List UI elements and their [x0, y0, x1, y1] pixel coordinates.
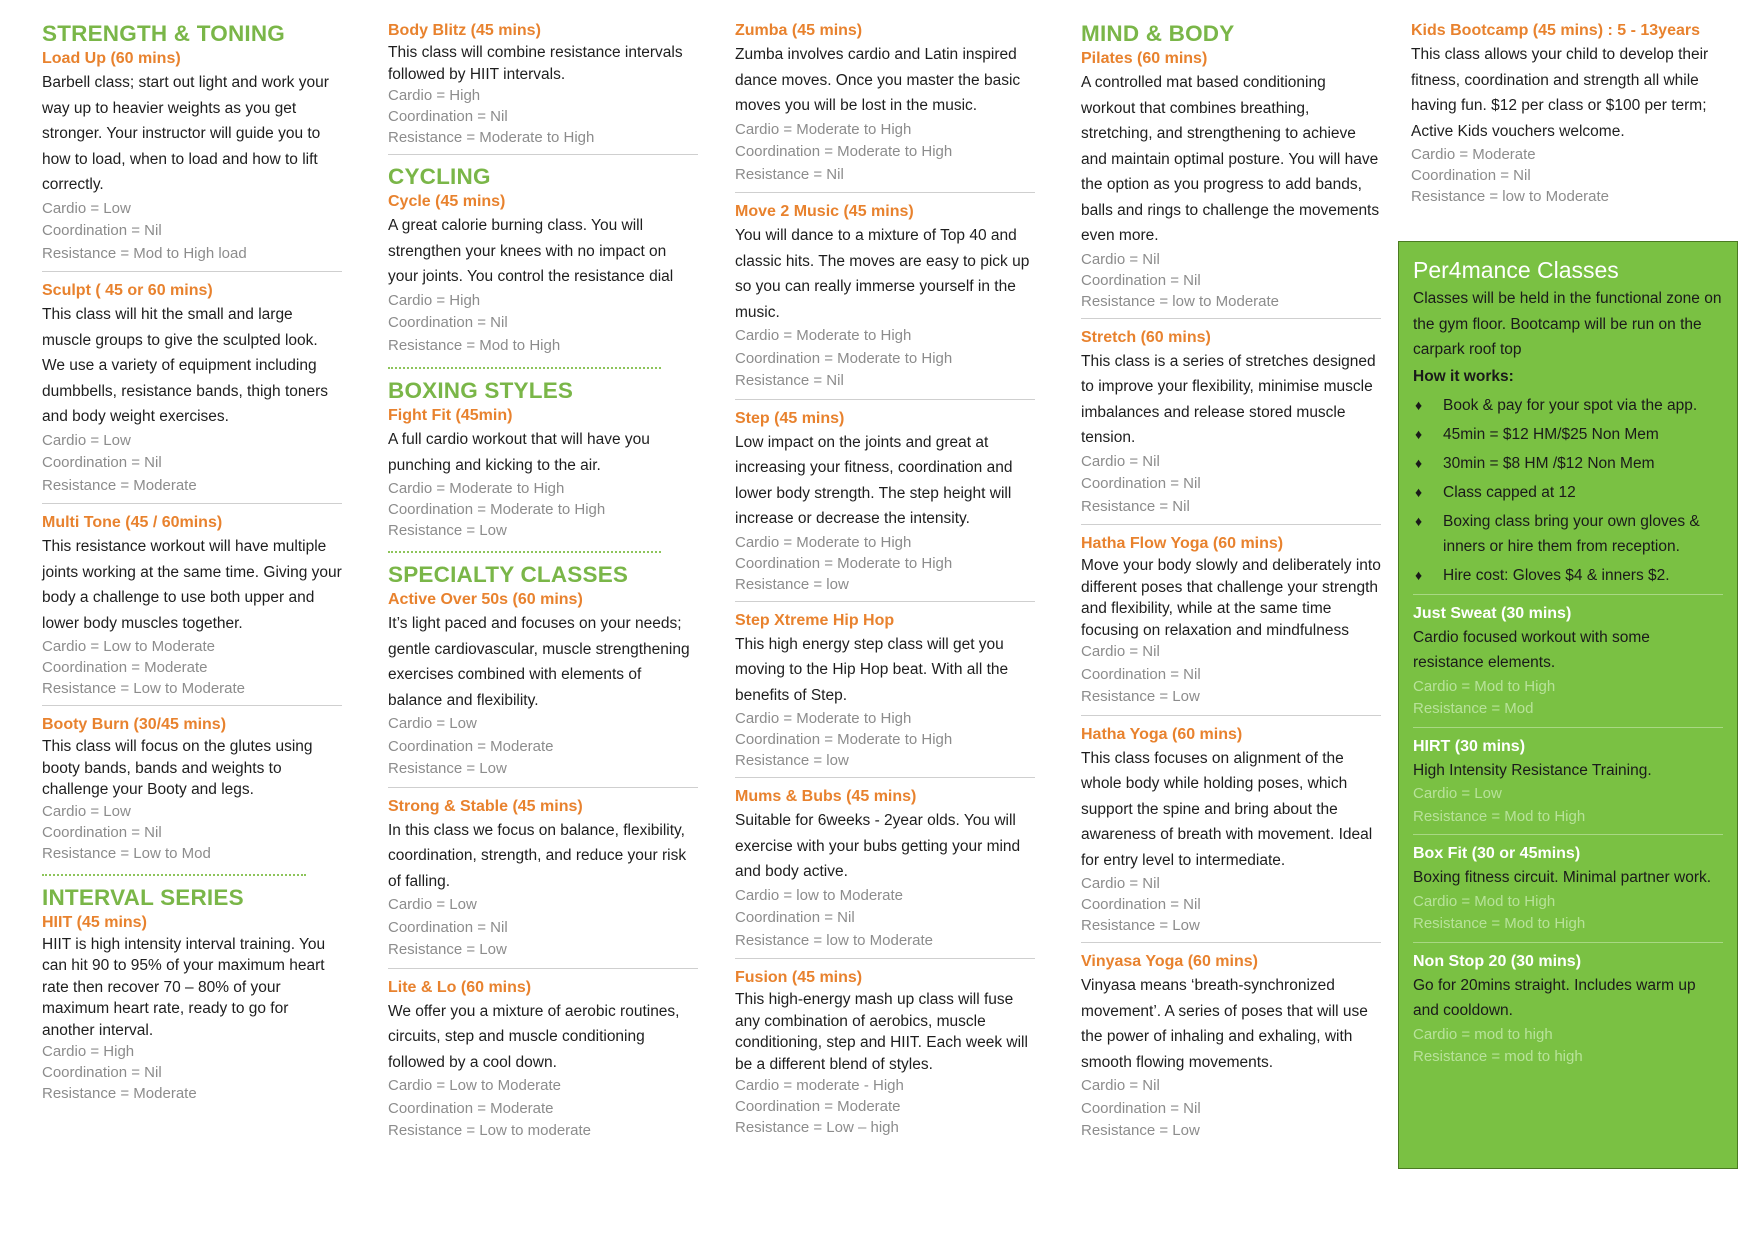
class-rating: Cardio = Low to Moderate — [42, 638, 216, 655]
class-rating: Coordination = Nil — [388, 314, 508, 331]
per4mance-class-card — [1413, 603, 1723, 721]
class-card — [735, 201, 1035, 393]
class-rating: Cardio = Nil — [1081, 875, 1160, 892]
per4mance-intro: Classes will be held in the functional zone on the gym floor. Bootcamp will be run on the carpark roof top — [1413, 290, 1722, 358]
class-rating: Resistance = low to Moderate — [1081, 292, 1280, 310]
class-rating: Coordination = Moderate to High — [735, 731, 953, 748]
diamond-bullet-icon: ♦ — [1415, 483, 1423, 500]
class-rating: Cardio = moderate - High — [735, 1077, 904, 1094]
class-title: Booty Burn (30/45 mins) — [42, 716, 227, 733]
how-it-works-item — [1413, 480, 1723, 505]
class-rating: Resistance = Mod to High — [1413, 807, 1586, 825]
class-rating: Resistance = Low to Mod — [42, 844, 211, 862]
divider — [735, 399, 1035, 400]
class-rating: Resistance = Mod — [1413, 700, 1534, 717]
class-rating: Resistance = Low to Moderate — [42, 680, 246, 697]
class-rating: Cardio = low to Moderate — [735, 886, 904, 904]
class-title: Lite & Lo (60 mins) — [388, 978, 532, 996]
divider — [1081, 715, 1381, 716]
class-description: We offer you a mixture of aerobic routines, circuits, step and muscle conditioning followed by a cool down. — [388, 1002, 680, 1071]
class-description: Go for 20mins straight. Includes warm up and cooldown. — [1413, 976, 1696, 1019]
class-card — [42, 912, 342, 1105]
class-rating: Resistance = Low to moderate — [388, 1122, 592, 1139]
class-card — [42, 512, 342, 699]
diamond-bullet-icon: ♦ — [1415, 512, 1423, 529]
section-title-specialty-classes: SPECIALTY CLASSES — [388, 562, 629, 587]
class-description: Low impact on the joints and great at increasing your fitness, coordination and lower body strength. The step height will increase or decrease the intensity. — [735, 433, 1013, 527]
divider — [1081, 942, 1381, 943]
class-rating: Resistance = low — [735, 575, 849, 593]
section-title-strength-toning: STRENGTH & TONING — [42, 21, 285, 46]
diamond-bullet-icon: ♦ — [1415, 396, 1423, 413]
class-rating: Resistance = Low — [388, 941, 507, 958]
class-title: Non Stop 20 (30 mins) — [1413, 952, 1582, 970]
class-title: Pilates (60 mins) — [1081, 50, 1208, 67]
class-description: This class is a series of stretches designed to improve your flexibility, minimise muscle imbalances and release stored muscle tension. — [1081, 352, 1376, 446]
class-description: This class will hit the small and large muscle groups to give the sculpted look. We use a variety of equipment including dumbbells, resistance bands, thigh toners and body weight exercises. — [42, 306, 329, 425]
section-title-interval-series: INTERVAL SERIES — [42, 884, 244, 910]
class-card — [388, 977, 698, 1143]
diamond-bullet-icon: ♦ — [1415, 425, 1423, 442]
class-title: Fight Fit (45min) — [388, 407, 513, 424]
class-card — [42, 714, 342, 864]
class-rating: Cardio = Mod to High — [1413, 892, 1556, 910]
class-rating: Resistance = low to Moderate — [1411, 188, 1610, 205]
class-description: Suitable for 6weeks - 2year olds. You will exercise with your bubs getting your mind and body active. — [735, 812, 1021, 880]
class-rating: Cardio = Nil — [1081, 643, 1160, 660]
class-title: Move 2 Music (45 mins) — [735, 203, 914, 220]
class-rating: Coordination = Nil — [42, 823, 162, 841]
class-title: Step Xtreme Hip Hop — [735, 611, 895, 629]
class-rating: Coordination = Nil — [1081, 271, 1201, 289]
class-card — [1081, 724, 1381, 937]
class-rating: Cardio = Low — [388, 896, 477, 913]
how-it-works-text: Class capped at 12 — [1443, 483, 1576, 501]
per4mance-panel — [1398, 241, 1738, 1169]
divider — [42, 503, 342, 504]
class-rating: Cardio = Nil — [1081, 1077, 1160, 1094]
class-rating: Resistance = Moderate — [42, 476, 197, 494]
column-1 — [42, 20, 342, 1110]
class-card — [388, 589, 698, 781]
per4mance-class-list — [1413, 594, 1723, 1069]
class-card — [42, 48, 342, 265]
class-rating: Resistance = Mod to High — [1413, 915, 1586, 932]
class-description: This class will focus on the glutes using booty bands, bands and weights to challenge your Booty and legs. — [42, 738, 313, 798]
divider — [735, 192, 1035, 193]
class-card — [388, 796, 698, 962]
column-5 — [1411, 20, 1741, 213]
how-it-works-item — [1413, 422, 1723, 447]
class-rating: Resistance = Mod to High load — [42, 244, 247, 262]
divider — [735, 777, 1035, 778]
class-rating: Coordination = Nil — [42, 222, 162, 239]
class-title: Zumba (45 mins) — [735, 22, 863, 39]
class-description: Move your body slowly and deliberately into different poses that challenge your strength and flexibility, while at the same time focusing on relaxation and mindfulness — [1081, 557, 1381, 639]
class-title: Hatha Flow Yoga (60 mins) — [1081, 535, 1284, 552]
class-description: Zumba involves cardio and Latin inspired dance moves. Once you master the basic moves you will be lost in the music. — [735, 46, 1021, 114]
class-rating: Resistance = low — [735, 752, 849, 769]
divider — [735, 958, 1035, 959]
class-title: Strong & Stable (45 mins) — [388, 797, 583, 815]
class-title: Step (45 mins) — [735, 409, 845, 427]
class-rating: Cardio = Low — [42, 802, 131, 820]
class-description: Boxing fitness circuit. Minimal partner work. — [1413, 869, 1712, 886]
class-rating: Cardio = Moderate to High — [735, 327, 912, 344]
section-title-cycling: CYCLING — [388, 164, 491, 189]
class-rating: Cardio = Moderate to High — [735, 120, 912, 138]
class-card — [735, 786, 1035, 952]
per4mance-class-card — [1413, 843, 1723, 936]
divider — [388, 787, 698, 788]
class-description: It’s light paced and focuses on your needs; gentle cardiovascular, muscle strengthening exercises combined with elements of balance and flexibility. — [388, 615, 690, 709]
class-description: A full cardio workout that will have you punching and kicking to the air. — [388, 431, 650, 474]
divider — [1081, 524, 1381, 525]
dotted-divider — [42, 874, 306, 876]
class-rating: Coordination = Nil — [388, 918, 508, 936]
class-rating: Cardio = Moderate — [1411, 146, 1536, 163]
class-title: Sculpt ( 45 or 60 mins) — [42, 282, 213, 299]
class-description: A great calorie burning class. You will strengthen your knees with no impact on your joints. You control the resistance dial — [388, 217, 674, 285]
class-description: This class allows your child to develop their fitness, coordination and strength all while having fun. $12 per class or $100 per term; Active Kids vouchers welcome. — [1411, 46, 1709, 140]
class-rating: Coordination = Nil — [1411, 167, 1531, 184]
class-rating: Resistance = Low – high — [735, 1119, 899, 1136]
divider — [388, 968, 698, 969]
class-title: Body Blitz (45 mins) — [388, 22, 541, 39]
class-rating: Coordination = Moderate — [388, 737, 554, 755]
how-it-works-item — [1413, 509, 1723, 559]
class-rating: Cardio = Low — [1413, 785, 1502, 802]
class-rating: Coordination = Nil — [735, 909, 855, 926]
divider — [1413, 594, 1723, 595]
dotted-divider — [388, 551, 661, 553]
class-rating: Cardio = Low — [42, 431, 131, 449]
class-rating: Coordination = Moderate to High — [735, 349, 953, 367]
class-rating: Coordination = Moderate to High — [388, 501, 606, 518]
per4mance-class-card — [1413, 736, 1723, 829]
class-rating: Coordination = Moderate — [42, 659, 208, 676]
class-title: Just Sweat (30 mins) — [1413, 604, 1572, 622]
class-rating: Cardio = Moderate to High — [735, 533, 912, 551]
class-card — [388, 191, 698, 357]
class-card — [1081, 327, 1381, 519]
class-rating: Cardio = Low — [388, 715, 477, 732]
class-rating: Coordination = Nil — [388, 108, 508, 125]
class-description: This high energy step class will get you moving to the Hip Hop beat. With all the benefits of Step. — [735, 635, 1009, 704]
class-rating: Coordination = Nil — [1081, 1099, 1201, 1117]
divider — [42, 271, 342, 272]
divider — [1413, 727, 1723, 728]
class-description: Cardio focused workout with some resistance elements. — [1413, 628, 1650, 671]
class-title: Active Over 50s (60 mins) — [388, 591, 583, 608]
class-description: This high-energy mash up class will fuse any combination of aerobics, muscle conditioning, step and HIIT. Each week will be a different blend of styles. — [735, 991, 1028, 1073]
class-title: Box Fit (30 or 45mins) — [1413, 845, 1581, 862]
how-it-works-text: Boxing class bring your own gloves & inners or hire them from reception. — [1443, 512, 1700, 555]
class-rating: Cardio = Moderate to High — [735, 710, 912, 727]
how-it-works-text: 30min = $8 HM /$12 Non Mem — [1443, 454, 1655, 472]
class-rating: Resistance = Nil — [1081, 497, 1190, 515]
class-card — [1081, 951, 1381, 1143]
class-rating: Cardio = Nil — [1081, 452, 1160, 470]
class-card — [388, 405, 698, 541]
per4mance-class-card — [1413, 951, 1723, 1069]
how-it-works-item — [1413, 451, 1723, 476]
class-title: Vinyasa Yoga (60 mins) — [1081, 953, 1258, 970]
class-rating: Coordination = Nil — [1081, 665, 1201, 683]
class-card — [42, 280, 342, 497]
class-rating: Cardio = Moderate to High — [388, 480, 565, 497]
class-rating: Cardio = Low — [42, 199, 131, 217]
how-it-works-text: 45min = $12 HM/$25 Non Mem — [1443, 425, 1659, 443]
class-rating: Resistance = Moderate to High — [388, 129, 595, 146]
class-rating: Resistance = Low — [1081, 688, 1200, 705]
class-rating: Coordination = Nil — [42, 454, 162, 471]
class-title: Kids Bootcamp (45 mins) : 5 - 13years — [1411, 22, 1700, 39]
divider — [1413, 942, 1723, 943]
class-rating: Cardio = Low to Moderate — [388, 1077, 562, 1094]
class-card — [735, 408, 1035, 595]
how-it-works-item — [1413, 393, 1723, 418]
class-rating: Resistance = Low — [1081, 1122, 1200, 1139]
column-2 — [388, 20, 698, 1149]
class-description: A controlled mat based conditioning workout that combines breathing, stretching, and strengthening to achieve and maintain optimal posture. You will have the option as you progress to add bands, balls and rings to challenge the movements even more. — [1081, 74, 1380, 244]
divider — [1081, 318, 1381, 319]
class-rating: Cardio = Nil — [1081, 250, 1160, 268]
class-rating: Resistance = Low — [388, 522, 507, 539]
class-card — [1081, 533, 1381, 709]
class-title: Fusion (45 mins) — [735, 969, 863, 986]
how-it-works-label: How it works: — [1413, 367, 1514, 385]
class-description: This class focuses on alignment of the whole body while holding poses, which support the spine and bring about the awareness of breath with movement. Ideal for entry level to intermediate. — [1081, 749, 1373, 869]
class-rating: Cardio = mod to high — [1413, 1025, 1553, 1043]
class-rating: Resistance = Low — [1081, 917, 1200, 934]
class-card — [388, 20, 698, 148]
class-rating: Resistance = Low — [388, 760, 507, 777]
dotted-divider — [388, 367, 661, 369]
class-title: Hatha Yoga (60 mins) — [1081, 725, 1243, 743]
class-rating: Coordination = Moderate — [388, 1099, 554, 1117]
diamond-bullet-icon: ♦ — [1415, 454, 1423, 471]
class-rating: Coordination = Nil — [42, 1064, 162, 1081]
divider — [42, 705, 342, 706]
class-rating: Resistance = Moderate — [42, 1085, 197, 1102]
class-description: Barbell class; start out light and work your way up to heavier weights as you get stronger. Your instructor will guide you to how to load, when to load and how to lift correctly. — [42, 74, 329, 193]
class-rating: Cardio = High — [388, 87, 481, 104]
class-title: Mums & Bubs (45 mins) — [735, 788, 917, 805]
class-rating: Cardio = High — [388, 291, 481, 309]
class-title: HIIT (45 mins) — [42, 913, 147, 931]
class-rating: Resistance = mod to high — [1413, 1048, 1583, 1065]
divider — [388, 154, 698, 155]
class-title: Multi Tone (45 / 60mins) — [42, 514, 223, 531]
divider — [1413, 834, 1723, 835]
class-description: HIIT is high intensity interval training. You can hit 90 to 95% of your maximum heart rate then recover 70 – 80% of your maximum heart rate, ready to go for another interval. — [42, 935, 326, 1039]
class-description: In this class we focus on balance, flexibility, coordination, strength, and reduce your risk of falling. — [388, 821, 687, 890]
how-it-works-list — [1413, 393, 1723, 588]
class-rating: Resistance = low to Moderate — [735, 931, 934, 949]
per4mance-title: Per4mance Classes — [1413, 257, 1619, 283]
column-4 — [1081, 20, 1381, 1149]
class-description: You will dance to a mixture of Top 40 and classic hits. The moves are easy to pick up so you can really immerse yourself in the music. — [735, 227, 1030, 321]
diamond-bullet-icon: ♦ — [1415, 566, 1423, 583]
class-card — [735, 967, 1035, 1138]
class-rating: Cardio = High — [42, 1043, 135, 1060]
class-rating: Resistance = Nil — [735, 372, 844, 389]
class-card — [735, 20, 1035, 186]
class-rating: Coordination = Moderate — [735, 1098, 901, 1115]
how-it-works-text: Hire cost: Gloves $4 & inners $2. — [1443, 566, 1670, 584]
how-it-works-text: Book & pay for your spot via the app. — [1443, 396, 1698, 414]
class-card — [1411, 20, 1741, 207]
section-title-mind-body: MIND & BODY — [1081, 21, 1235, 46]
column-3 — [735, 20, 1035, 1144]
class-rating: Resistance = Nil — [735, 165, 844, 183]
divider — [735, 601, 1035, 602]
class-card — [1081, 48, 1381, 312]
class-rating: Coordination = Nil — [1081, 475, 1201, 492]
how-it-works-item — [1413, 563, 1723, 588]
class-title: HIRT (30 mins) — [1413, 737, 1526, 755]
class-card — [735, 610, 1035, 772]
class-description: This resistance workout will have multiple joints working at the same time. Giving your body a challenge to use both upper and lower body muscles together. — [42, 538, 342, 632]
class-description: Vinyasa means ‘breath-synchronized movement’. A series of poses that will use the power of inhaling and exhaling, with smooth flowing movements. — [1081, 977, 1368, 1071]
class-rating: Cardio = Mod to High — [1413, 677, 1556, 695]
section-title-boxing-styles: BOXING STYLES — [388, 378, 574, 403]
class-description: High Intensity Resistance Training. — [1413, 761, 1652, 779]
class-title: Cycle (45 mins) — [388, 193, 506, 210]
class-rating: Coordination = Nil — [1081, 896, 1201, 913]
class-rating: Coordination = Moderate to High — [735, 554, 953, 572]
class-rating: Coordination = Moderate to High — [735, 143, 953, 160]
class-title: Stretch (60 mins) — [1081, 328, 1211, 346]
class-rating: Resistance = Mod to High — [388, 336, 561, 354]
class-title: Load Up (60 mins) — [42, 50, 181, 67]
class-description: This class will combine resistance intervals followed by HIIT intervals. — [388, 44, 683, 83]
